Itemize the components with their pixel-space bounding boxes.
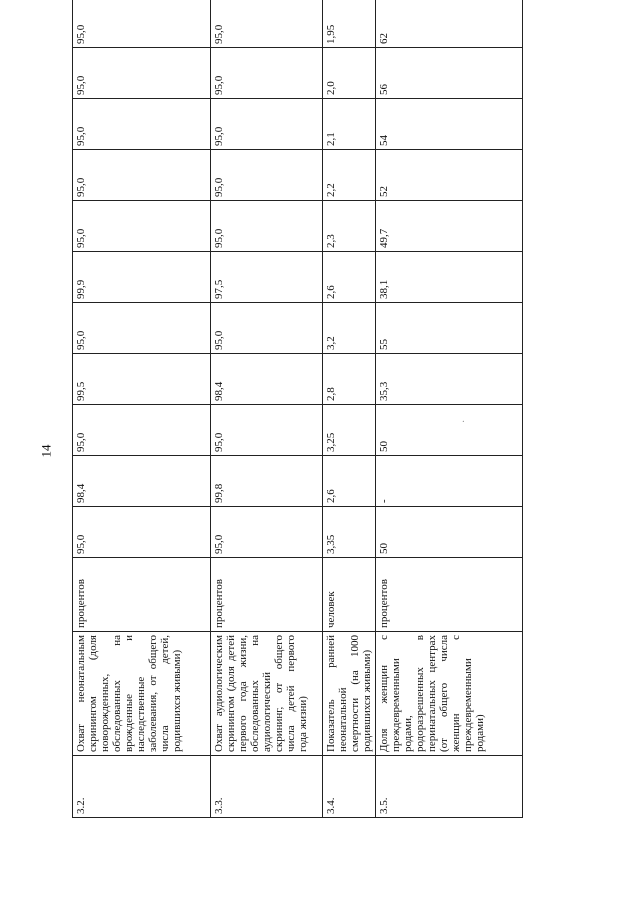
value-cell: 95,0 [211,201,323,252]
value-cell: 95,0 [73,507,211,558]
value-cell: 95,0 [73,150,211,201]
value-cell: 49,7 [376,201,523,252]
value-cell: 95,0 [73,0,211,48]
value-cell: 98,4 [211,354,323,405]
value-cell: 55 [376,303,523,354]
value-cell: 38,1 [376,252,523,303]
value-cell: 95,0 [73,303,211,354]
value-cell: 2,8 [323,354,376,405]
value-cell: 56 [376,48,523,99]
row-number: 3.5. [376,756,523,818]
value-cell: 2,2 [323,150,376,201]
unit-cell: процентов [211,558,323,632]
table-row [73,0,211,818]
page-number: 14 [38,444,54,458]
value-cell: 99,8 [211,456,323,507]
indicator-name: Охват неонатальным скринингом (доля новорожденных, обследованных на врожденные и наследственные заболевания, от общего числа детей, родившихся живыми) [73,632,211,756]
value-cell: 54 [376,99,523,150]
value-cell: 95,0 [211,99,323,150]
value-cell: 3,2 [323,303,376,354]
indicator-name: Показатель ранней неонатальной смертности (на 1000 родившихся живыми) [323,632,376,756]
value-cell: 3,35 [323,507,376,558]
value-cell: 1,95 [323,0,376,48]
value-cell: 95,0 [211,150,323,201]
row-number: 3.2. [73,756,211,818]
indicators-table [72,0,523,818]
value-cell: 95,0 [211,0,323,48]
value-cell: 95,0 [211,303,323,354]
row-number: 3.4. [323,756,376,818]
rotated-table-wrapper [72,24,519,818]
value-cell: 95,0 [73,48,211,99]
value-cell: 95,0 [73,99,211,150]
value-cell: 52 [376,150,523,201]
table-row [211,0,323,818]
unit-cell: процентов [73,558,211,632]
value-cell: 97,5 [211,252,323,303]
value-cell: 95,0 [73,405,211,456]
value-cell: 95,0 [211,507,323,558]
value-cell: 2,3 [323,201,376,252]
indicator-name: Охват аудиологическим скринингом (доля детей первого года жизни, обследованных на аудиологический скрининг, от общего числа детей первого года жизни) [211,632,323,756]
unit-cell: процентов [376,558,523,632]
row-number: 3.3. [211,756,323,818]
value-cell: 95,0 [211,405,323,456]
unit-cell: человек [323,558,376,632]
value-cell: 50 [376,507,523,558]
value-cell: 95,0 [211,48,323,99]
table-row [376,0,523,818]
value-cell: 2,6 [323,252,376,303]
table-row [323,0,376,818]
value-cell: 50 [376,405,523,456]
value-cell: 62 [376,0,523,48]
value-cell: 95,0 [73,201,211,252]
value-cell: 3,25 [323,405,376,456]
value-cell: - [376,456,523,507]
indicator-name: Доля женщин с преждевременными родами, родоразрешенных в перинатальных центрах (от общего числа женщин с преждевременными родами) [376,632,523,756]
value-cell: 35,3 [376,354,523,405]
value-cell: 2,0 [323,48,376,99]
value-cell: 2,6 [323,456,376,507]
value-cell: 99,5 [73,354,211,405]
value-cell: 2,1 [323,99,376,150]
value-cell: 99,9 [73,252,211,303]
scan-speck: . [462,413,465,425]
value-cell: 98,4 [73,456,211,507]
